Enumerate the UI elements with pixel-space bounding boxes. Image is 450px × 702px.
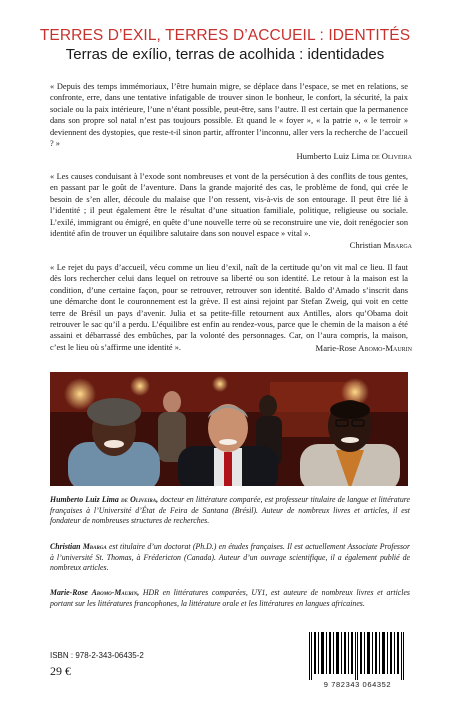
barcode-number: 9 782343 064352 [323,680,392,689]
authors-photo [50,372,408,486]
bio-3-first: Marie-Rose [50,588,88,597]
author-particle: de [371,151,380,161]
bio-1 [50,495,410,527]
author-last: Abomo-Maurin [358,343,412,353]
author-first: Humberto Luiz Lima [296,151,370,161]
bio-1-text: docteur en littérature comparée, est professeur titulaire de langue et littérature françaises à l’Université d’État de Feira de Santana (Brésil). Auteur de nombreux livres et articles, il est fondateur de nombreuses structures de recherches. [50,495,411,526]
bio-2-last: Mbarga [82,542,107,551]
bio-1-last: Oliveira, [130,495,159,504]
bio-2 [50,542,410,574]
quote-1-author [296,151,412,161]
bio-3-text: HDR en littératures comparées, UY1, est auteure de nombreux livres et articles portant sur les littératures francophones, la littérature orale et les littératures en langues africaines. [50,588,410,608]
author-first: Marie-Rose [315,343,357,353]
author-last: Mbarga [383,240,412,250]
price: 29 € [50,664,71,678]
bio-1-particle: de [121,495,128,504]
isbn: ISBN : 978-2-343-06435-2 [50,651,144,660]
bio-3-last: Abomo-Maurin, [91,588,140,597]
bio-1-first: Humberto Luiz Lima [50,495,119,504]
author-first: Christian [349,240,382,250]
quote-1: « Depuis des temps immémoriaux, l’être humain migre, se déplace dans l’espace, se met en relations, se confronte, erre, dans une tentative infatigable de trouver sinon le bonheur, le confort, la sécurité, la paix sociale ou la paix intérieure, l’une n’étant possible, peut-être, sans l’autre. Il est certain que la permanence dans son propre sol natal n’est pas toujours possible. Et quand le « foyer », « la patrie », « le terroir » deviennent des dystopies, que reste-t-il sinon partir, affronter l’inconnu, aller vers la recherche de l’accueil ? » [50,82,408,149]
quote-3: « Le rejet du pays d’accueil, vécu comme un lieu d’exil, naît de la certitude qu’on vit mal ce lieu. Il faut dès lors rechercher celui dans lequel on retrouve sa liberté ou son identité. Le retour à la maison est la condition, d’une certaine façon, pour se retrouver, retrouver son identité. Baldo d’Amado s’inscrit dans une démarche dont le couronnement est la grève. Il est ainsi rejoint par Stefan Zweig, qui voit en cette terre de Brésil un pays d’avenir. Julia et sa petite-fille retournent aux Antilles, alors qu’Obama doit retrouver le sac qu’il a perdu. L’équilibre est enfin au rendez-vous, parce que le chemin de la maison a été assaini et débarrassé des embûches, par la volonté des personnages. Car, on l’aura compris, la maison, c’est le lieu où s’affirme une identité ». [50,263,408,352]
authors-photo-illustration [50,372,408,486]
barcode-bars [305,632,410,680]
quote-2: « Les causes conduisant à l’exode sont nombreuses et vont de la persécution à des conflits de tous gentes, en passant par le goût de l’aventure. Dans la grande majorité des cas, le problème de fond, qui crée le besoin de s’en aller, découle du malaise que l’on ressent, vis-à-vis de son entourage. Il peut être lié à l’identité ; il peut également être le résultat d’une situation familiale, politique, religieuse ou sociale. L’exilé, immigrant ou émigré, en quête d’une nouvelle terre où se reconstruire une vie, doit renégocier son identité afin de trouver un équilibre salutaire dans son nouvel espace » vital ». [50,172,408,239]
quote-3-author [316,343,412,353]
barcode [305,632,410,684]
bio-3 [50,588,410,609]
author-last: Oliveira [381,151,412,161]
bio-2-text: est titulaire d’un doctorat (Ph.D.) en études françaises. Il est actuellement Associate Professor à l’université St. Thomas, à Frédericton (Canada). Auteur d’un ouvrage scientifique, il a également publié de nombreux articles. [50,542,411,573]
title-portuguese: Terras de exílio, terras de acolhida : identidades [65,46,385,63]
bio-2-first: Christian [50,542,81,551]
title-french: TERRES D’EXIL, TERRES D’ACCUEIL : IDENTITÉS [39,27,411,44]
quote-2-author [350,240,412,250]
